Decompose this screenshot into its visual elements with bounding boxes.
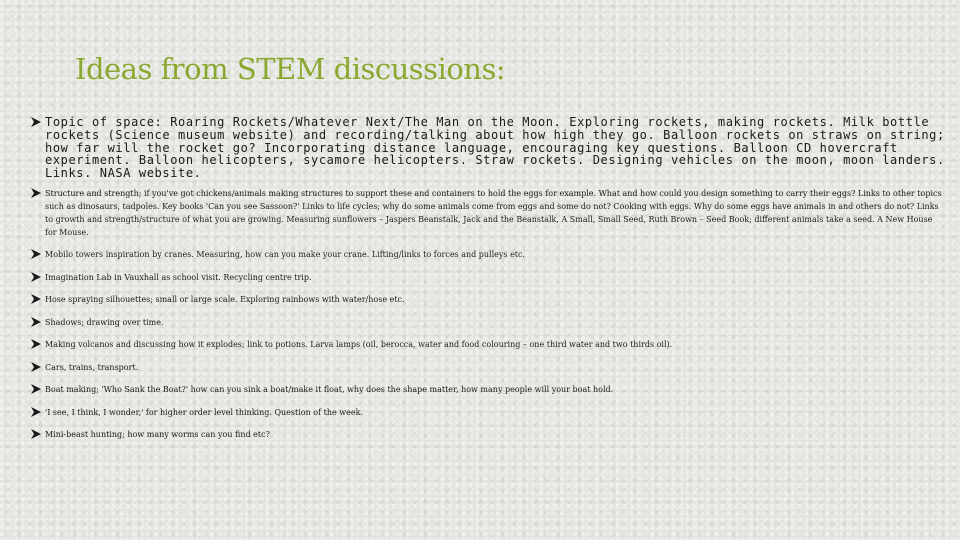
list-item-text: Hose spraying silhouettes; small or large scale. Exploring rainbows with water/hose etc. bbox=[45, 295, 405, 305]
list-item-text: Mini-beast hunting; how many worms can you find etc? bbox=[45, 430, 270, 440]
arrowhead-bullet-icon bbox=[30, 316, 42, 328]
list-item-text: Mobilo towers inspiration by cranes. Measuring, how can you make your crane. Lifting/links to forces and pulleys etc. bbox=[45, 250, 526, 260]
arrowhead-bullet-icon bbox=[30, 187, 42, 199]
arrowhead-bullet-icon bbox=[30, 248, 42, 260]
arrowhead-bullet-icon bbox=[30, 116, 42, 128]
list-item-text: Topic of space: Roaring Rockets/Whatever Next/The Man on the Moon. Exploring rockets, making rockets. Milk bottle rockets (Science museum website) and recording/talking about how high they go. Balloon rockets on straws on string; how far will the rocket go? Incorporating distance language, encouraging key questions. Balloon CD hovercraft experiment. Balloon helicopters, sycamore helicopters. Straw rockets. Designing vehicles on the moon, moon landers. Links. NASA website. bbox=[45, 115, 945, 181]
list-item bbox=[30, 271, 945, 284]
arrowhead-bullet-icon bbox=[30, 293, 42, 305]
arrowhead-bullet-icon bbox=[30, 338, 42, 350]
list-item bbox=[30, 383, 945, 396]
list-item-text: Making volcanos and discussing how it explodes; link to potions. Larva lamps (oil, berocca, water and food colouring – one third water and two thirds oil). bbox=[45, 340, 673, 350]
list-item-text: Shadows; drawing over time. bbox=[45, 317, 164, 327]
list-item-text: Structure and strength; if you've got chickens/animals making structures to support these and containers to hold the eggs for example. What and how could you design something to carry their eggs? Links to other topics such as dinosaurs, tadpoles. Key books 'Can you see Sassoon?' Links to life cycles; why do some animals come from eggs and some do not? Cooking with eggs. Why do some eggs have animals in and others do not? Links to growth and strength/structure of what you are growing. Measuring sunflowers – Jaspers Beanstalk, Jack and the Beanstalk, A Small, Small Seed, Ruth Brown – Seed Book; different animals take a seed. A New House for Mouse. bbox=[45, 188, 942, 237]
list-item bbox=[30, 187, 945, 239]
arrowhead-bullet-icon bbox=[30, 406, 42, 418]
list-item bbox=[30, 248, 945, 261]
arrowhead-bullet-icon bbox=[30, 361, 42, 373]
list-item bbox=[30, 293, 945, 306]
bullet-list bbox=[30, 116, 945, 441]
list-item bbox=[30, 116, 945, 180]
list-item-text: 'I see, I think, I wonder,' for higher order level thinking. Question of the week. bbox=[45, 407, 363, 417]
slide-title: Ideas from STEM discussions: bbox=[75, 52, 506, 86]
arrowhead-bullet-icon bbox=[30, 271, 42, 283]
list-item-text: Boat making; 'Who Sank the Boat?' how can you sink a boat/make it float, why does the shape matter, how many people will your boat hold. bbox=[45, 385, 614, 395]
list-item bbox=[30, 338, 945, 351]
list-item bbox=[30, 428, 945, 441]
list-item bbox=[30, 406, 945, 419]
list-item-text: Imagination Lab in Vauxhall as school visit. Recycling centre trip. bbox=[45, 272, 312, 282]
list-item bbox=[30, 361, 945, 374]
arrowhead-bullet-icon bbox=[30, 428, 42, 440]
list-item bbox=[30, 316, 945, 329]
arrowhead-bullet-icon bbox=[30, 383, 42, 395]
list-item-text: Cars, trains, transport. bbox=[45, 362, 139, 372]
